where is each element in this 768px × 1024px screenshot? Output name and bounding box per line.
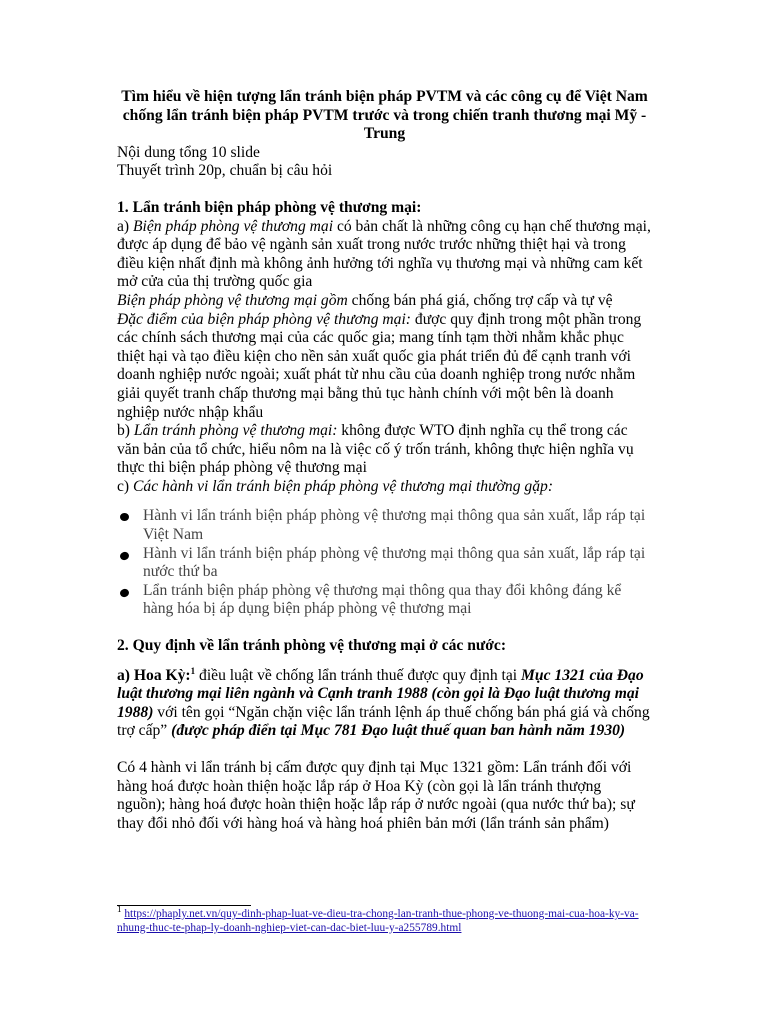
behavior-list [117,507,652,619]
list-item: Lẩn tránh biện pháp phòng vệ thương mại thông qua thay đổi không đáng kể hàng hóa bị áp dụng biện pháp phòng vệ thương mại [117,582,652,619]
document-title: Tìm hiểu về hiện tượng lẩn tránh biện pháp PVTM và các công cụ để Việt Nam chống lẩn tránh biện pháp PVTM trước và trong chiến tranh thương mại Mỹ - Trung [121,88,648,143]
list-item: Hành vi lẩn tránh biện pháp phòng vệ thương mại thông qua sản xuất, lắp ráp tại nước thứ ba [117,545,652,582]
section1-heading: 1. Lẩn tránh biện pháp phòng vệ thương mại: [117,198,422,216]
law-codification: (được pháp điển tại Mục 781 Đạo luật thuế quan ban hành năm 1930) [171,722,626,740]
document-body [117,88,652,833]
footnote [117,904,652,935]
footnote-link[interactable]: https://phaply.net.vn/quy-dinh-phap-luat-ve-dieu-tra-chong-lan-tranh-thue-phong-ve-thuong-mai-cua-hoa-ky-va-nhung-thuc-te-phap-ly-doanh-nghiep-viet-can-dac-biet-luu-y-a255789.html [117,908,639,934]
list-item: Hành vi lẩn tránh biện pháp phòng vệ thương mại thông qua sản xuất, lắp ráp tại Việt Nam [117,507,652,544]
note-line: Thuyết trình 20p, chuẩn bị câu hỏi [117,162,333,180]
term-italic: Lẩn tránh phòng vệ thương mại: [133,422,338,440]
section1-includes-paragraph: Biện pháp phòng vệ thương mại gồm chống bán phá giá, chống trợ cấp và tự vệ [117,291,613,309]
section1-a-paragraph: a) Biện pháp phòng vệ thương mại có bản chất là những công cụ hạn chế thương mại, được áp dụng để bảo vệ ngành sản xuất trong nước trước những thiệt hại và trong điều kiện nhất định mà không ảnh hưởng tới nghĩa vụ thương mại và những cam kết mở cửa của thị trường quốc gia [117,217,651,291]
section1-c-paragraph: c) Các hành vi lẩn tránh biện pháp phòng vệ thương mại thường gặp: [117,477,554,495]
term-italic: Đặc điểm của biện pháp phòng vệ thương mại: [117,310,411,328]
section2-prohibited-paragraph: Có 4 hành vi lẩn tránh bị cấm được quy định tại Mục 1321 gồm: Lẩn tránh đối với hàng hoá được hoàn thiện hoặc lắp ráp ở Hoa Kỳ (còn gọi là lẩn tránh thượng nguồn); hàng hoá được hoàn thiện hoặc lắp ráp ở nước ngoài (qua nước thứ ba); sự thay đổi nhỏ đối với hàng hoá và hàng hoá phiên bản mới (lẩn tránh sản phẩm) [117,759,635,832]
country-label: a) Hoa Kỳ: [117,666,191,684]
footnote-mark: 1 [117,904,122,915]
term-italic: Các hành vi lẩn tránh biện pháp phòng vệ thương mại thường gặp: [133,477,554,495]
law-reference: Mục 1321 của Đạo luật thương mại liên ngành và Cạnh tranh 1988 (còn gọi là Đạo luật thương mại 1988) [117,666,644,721]
footnote-separator [117,905,251,906]
section2-heading: 2. Quy định về lẩn tránh phòng vệ thương mại ở các nước: [117,637,507,655]
footnote-ref[interactable]: 1 [190,665,196,676]
term-italic: Biện pháp phòng vệ thương mại [133,217,334,235]
note-line: Nội dung tổng 10 slide [117,143,260,161]
section1-features-paragraph: Đặc điểm của biện pháp phòng vệ thương mại: được quy định trong một phần trong các chính sách thương mại của các quốc gia; mang tính tạm thời nhằm khắc phục thiệt hại và tạo điều kiện cho nền sản xuất quốc gia phát triển đủ để cạnh tranh với doanh nghiệp nước ngoài; xuất phát từ nhu cầu của doanh nghiệp trong nước nhằm giải quyết tranh chấp thương mại bằng thủ tục hành chính với một bên là doanh nghiệp nước nhập khẩu [117,310,642,421]
term-italic: Biện pháp phòng vệ thương mại gồm [117,291,348,309]
section1-b-paragraph: b) Lẩn tránh phòng vệ thương mại: không được WTO định nghĩa cụ thể trong các văn bản của tổ chức, hiểu nôm na là việc cố ý trốn tránh, không thực hiện nghĩa vụ thực thi biện pháp phòng vệ thương mại [117,422,634,477]
section2-a-paragraph: a) Hoa Kỳ:$^1$ điều luật về chống lẩn tránh thuế được quy định tại Mục 1321 của Đạo luật thương mại liên ngành và Cạnh tranh 1988 (còn gọi là Đạo luật thương mại 1988) với tên gọi “Ngăn chặn việc lẩn tránh lệnh áp thuế chống bán phá giá và chống trợ cấp” (được pháp điển tại Mục 781 Đạo luật thuế quan ban hành năm 1930) [117,665,650,740]
